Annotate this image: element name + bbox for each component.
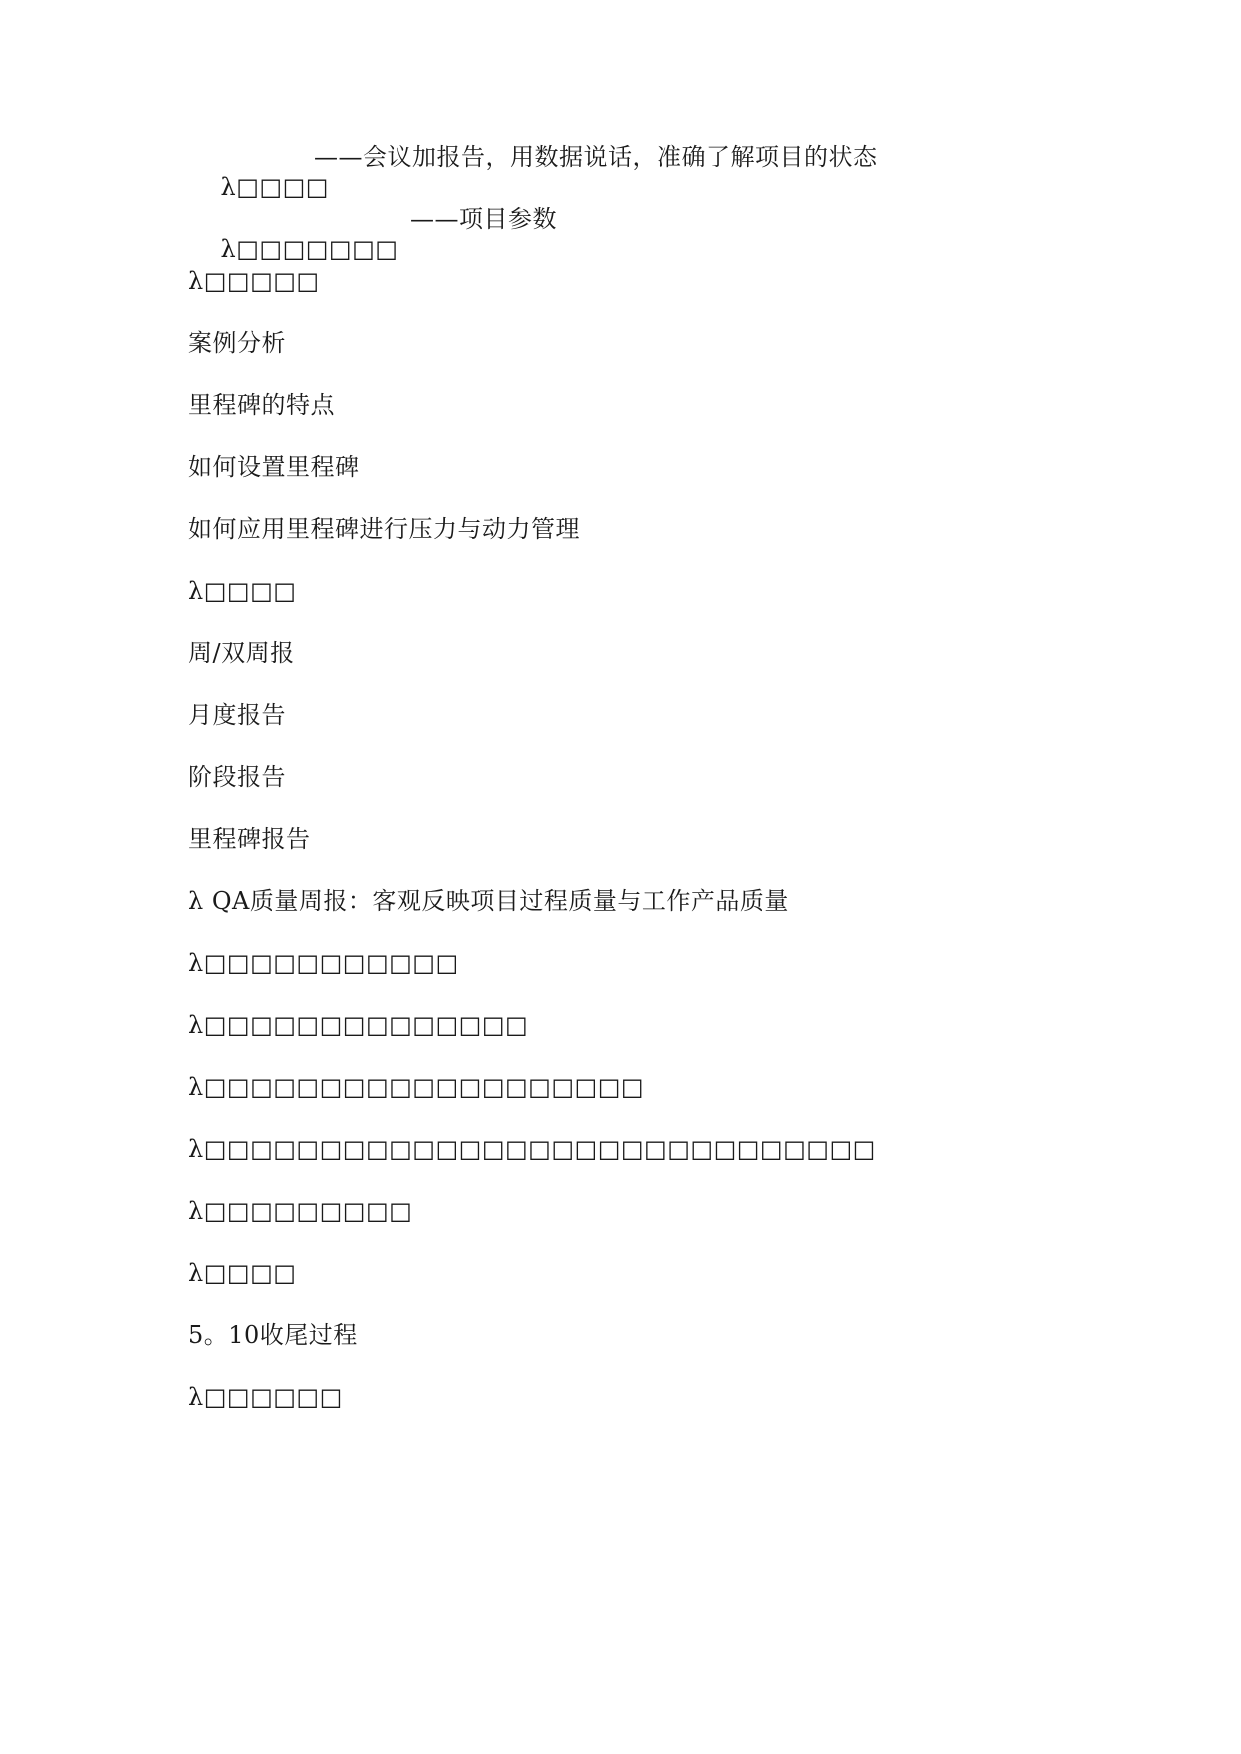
text-line-tail: ——项目参数	[410, 205, 557, 233]
text-line: 阶段报告	[188, 763, 286, 791]
text-line-lead: λ□□□□□□□	[220, 235, 399, 263]
text-line: 里程碑报告	[188, 825, 311, 853]
text-line: λ□□□□□□□□□□□□□□	[188, 1011, 529, 1039]
text-line: 如何应用里程碑进行压力与动力管理	[188, 515, 580, 543]
text-line: λ□□□□	[188, 1259, 297, 1287]
text-line: 如何设置里程碑	[188, 453, 360, 481]
text-line: λ□□□□	[188, 577, 297, 605]
text-line: λ□□□□□	[188, 267, 320, 295]
text-line: 案例分析	[188, 329, 286, 357]
text-line-tail: ——会议加报告，用数据说话，准确了解项目的状态	[314, 143, 878, 171]
text-line	[188, 204, 557, 324]
section-heading: 5。10收尾过程	[188, 1321, 358, 1349]
text-line: 月度报告	[188, 701, 286, 729]
text-line: 里程碑的特点	[188, 391, 335, 419]
text-line: λ□□□□□□□□□□□□□□□□□□□	[188, 1073, 645, 1101]
text-line: λ□□□□□□□□□□□□□□□□□□□□□□□□□□□□□	[188, 1135, 876, 1163]
text-line: λ□□□□□□□□□□□	[188, 949, 459, 977]
text-line: λ QA质量周报：客观反映项目过程质量与工作产品质量	[188, 887, 789, 915]
text-line-lead: λ□□□□	[220, 173, 329, 201]
text-line: 周/双周报	[188, 639, 295, 667]
text-line: λ□□□□□□	[188, 1383, 343, 1411]
text-line: λ□□□□□□□□□	[188, 1197, 413, 1225]
